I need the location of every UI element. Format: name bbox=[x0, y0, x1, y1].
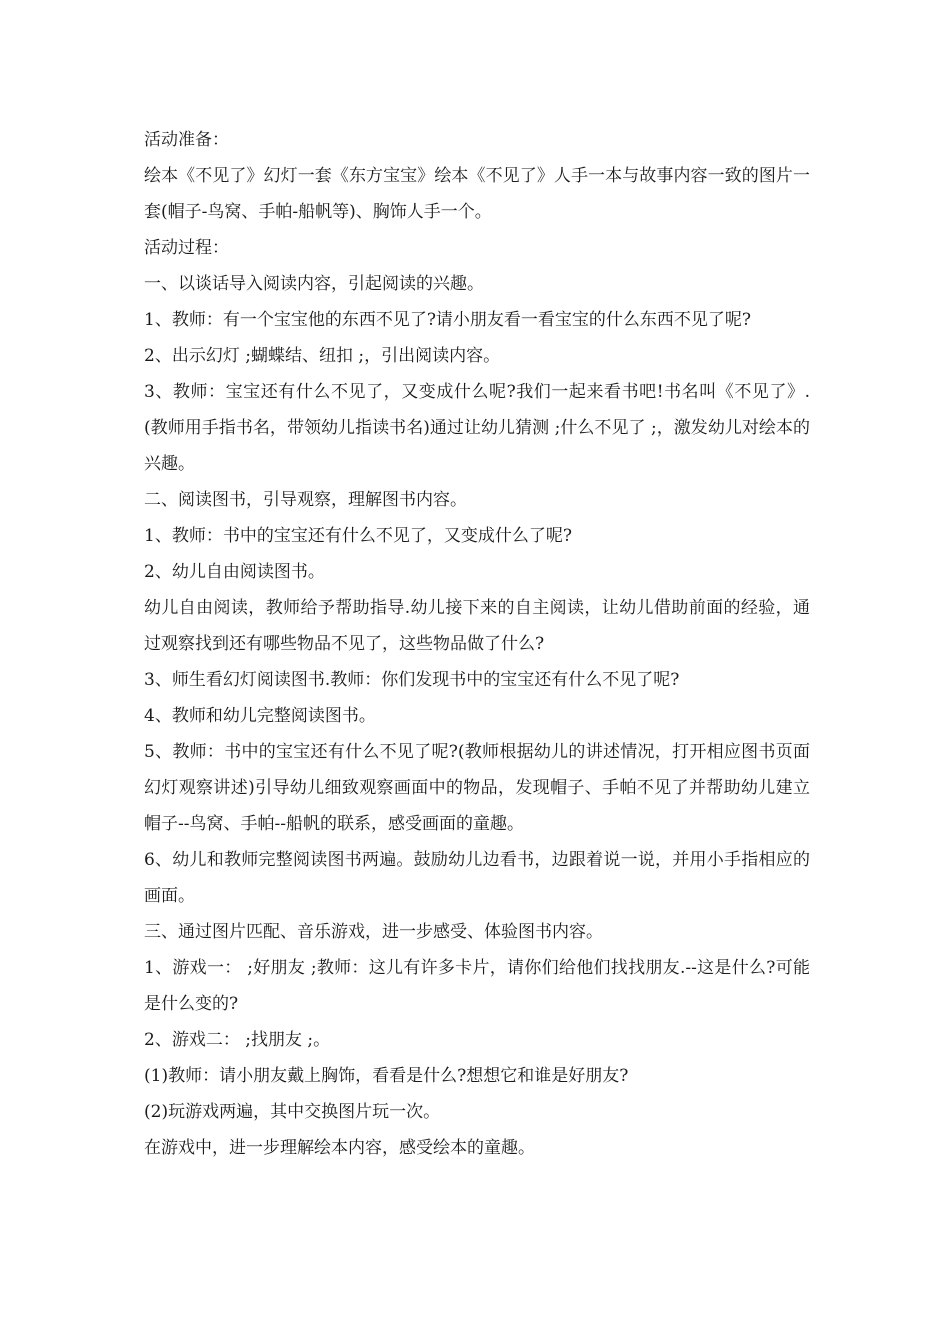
paragraph: 2、幼儿自由阅读图书。 bbox=[144, 562, 325, 582]
paragraph: 1、教师：有一个宝宝他的东西不见了?请小朋友看一看宝宝的什么东西不见了呢? bbox=[144, 310, 752, 330]
section-heading: 二、阅读图书，引导观察，理解图书内容。 bbox=[144, 490, 467, 510]
paragraph: 6、幼儿和教师完整阅读图书两遍。鼓励幼儿边看书，边跟着说一说，并用小手指相应的画面。 bbox=[144, 850, 810, 906]
document-body bbox=[144, 122, 810, 1166]
paragraph: 5、教师：书中的宝宝还有什么不见了呢?(教师根据幼儿的讲述情况，打开相应图书页面幻灯观察讲述)引导幼儿细致观察画面中的物品，发现帽子、手帕不见了并帮助幼儿建立帽子--鸟窝、手帕--船帆的联系，感受画面的童趣。 bbox=[144, 742, 810, 834]
paragraph: 3、师生看幻灯阅读图书.教师：你们发现书中的宝宝还有什么不见了呢? bbox=[144, 670, 680, 690]
paragraph: (2)玩游戏两遍，其中交换图片玩一次。 bbox=[144, 1102, 441, 1122]
paragraph: 3、教师：宝宝还有什么不见了，又变成什么呢?我们一起来看书吧!书名叫《不见了》.(教师用手指书名，带领幼儿指读书名)通过让幼儿猜测 ;什么不见了 ;，激发幼儿对绘本的兴趣。 bbox=[144, 382, 810, 474]
paragraph: (1)教师：请小朋友戴上胸饰，看看是什么?想想它和谁是好朋友? bbox=[144, 1066, 629, 1086]
section-heading: 三、通过图片匹配、音乐游戏，进一步感受、体验图书内容。 bbox=[144, 922, 603, 942]
paragraph: 1、教师：书中的宝宝还有什么不见了，又变成什么了呢? bbox=[144, 526, 572, 546]
paragraph: 1、游戏一： ;好朋友 ;教师：这儿有许多卡片，请你们给他们找找朋友.--这是什么?可能是什么变的? bbox=[144, 958, 810, 1014]
section-heading-preparation: 活动准备： bbox=[144, 130, 229, 150]
paragraph: 绘本《不见了》幻灯一套《东方宝宝》绘本《不见了》人手一本与故事内容一致的图片一套(帽子-鸟窝、手帕-船帆等)、胸饰人手一个。 bbox=[144, 166, 810, 222]
paragraph: 2、出示幻灯 ;蝴蝶结、纽扣 ;，引出阅读内容。 bbox=[144, 346, 501, 366]
paragraph: 2、游戏二： ;找朋友 ;。 bbox=[144, 1030, 331, 1050]
section-heading-process: 活动过程： bbox=[144, 238, 229, 258]
paragraph: 在游戏中，进一步理解绘本内容，感受绘本的童趣。 bbox=[144, 1138, 535, 1158]
paragraph: 4、教师和幼儿完整阅读图书。 bbox=[144, 706, 376, 726]
paragraph: 幼儿自由阅读，教师给予帮助指导.幼儿接下来的自主阅读，让幼儿借助前面的经验，通过观察找到还有哪些物品不见了，这些物品做了什么? bbox=[144, 598, 810, 654]
section-heading: 一、以谈话导入阅读内容，引起阅读的兴趣。 bbox=[144, 274, 484, 294]
